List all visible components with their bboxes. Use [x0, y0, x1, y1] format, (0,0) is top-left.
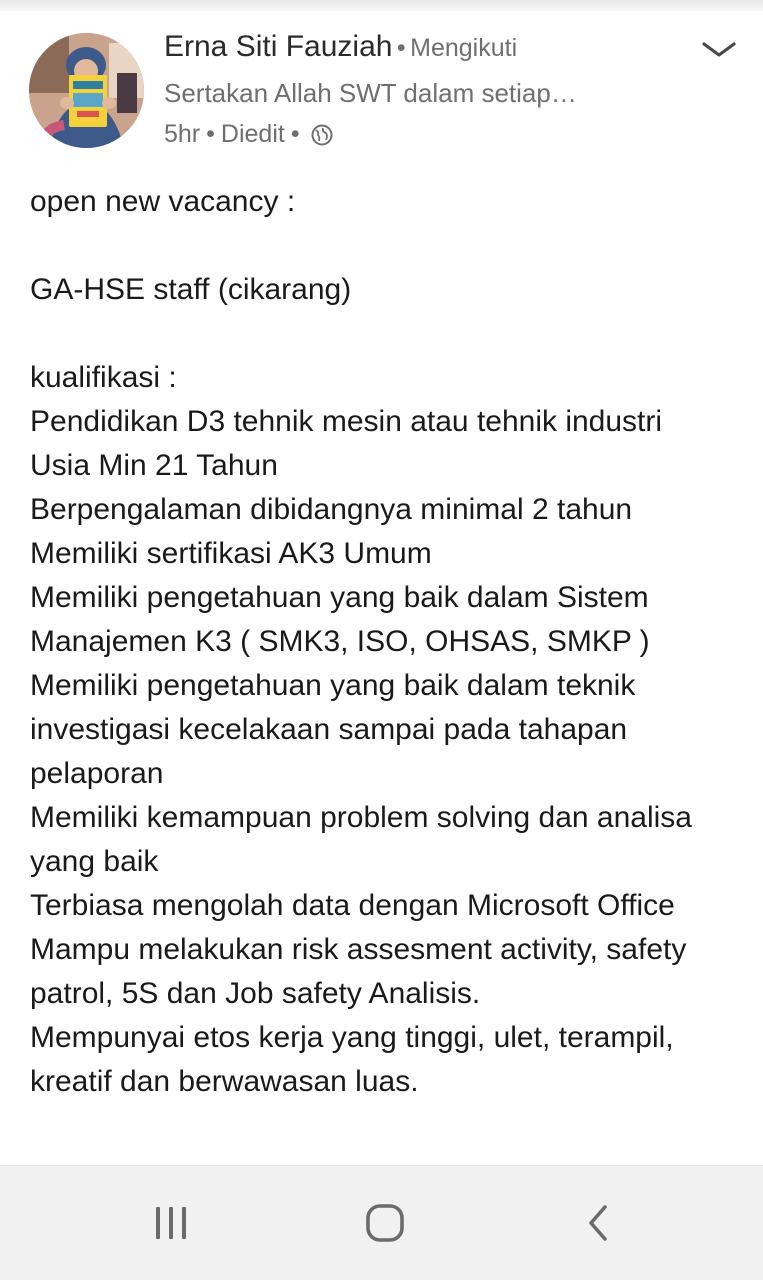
qualifications-title: kualifikasi : [30, 361, 177, 394]
separator-dot: • [206, 120, 215, 148]
separator-dot: • [396, 34, 406, 62]
paragraph-gap [30, 224, 750, 268]
qualification-item: Memiliki kemampuan problem solving dan analisa yang baik [30, 801, 692, 878]
qualification-item: Terbiasa mengolah data dengan Microsoft Office [30, 889, 675, 922]
qualification-item: Mampu melakukan risk assesment activity, safety patrol, 5S dan Job safety Analisis. [30, 933, 687, 1010]
back-icon[interactable] [574, 1198, 624, 1248]
author-headline: Sertakan Allah SWT dalam setiap… [164, 78, 577, 108]
qualification-item: Memiliki pengetahuan yang baik dalam teknik investigasi kecelakaan sampai pada tahapan pelaporan [30, 669, 636, 790]
post-body [30, 180, 750, 1104]
qualification-item: Mempunyai etos kerja yang tinggi, ulet, terampil, kreatif dan berwawasan luas. [30, 1021, 674, 1098]
post-meta [164, 117, 334, 151]
chevron-down-icon[interactable] [698, 35, 740, 65]
top-divider [0, 0, 763, 11]
qualification-item: Memiliki sertifikasi AK3 Umum [30, 537, 432, 570]
system-nav-bar [0, 1165, 763, 1280]
home-icon[interactable] [360, 1198, 410, 1248]
author-line [164, 29, 517, 70]
separator-dot: • [290, 120, 300, 148]
avatar[interactable] [29, 33, 144, 148]
qualification-item: Berpengalaman dibidangnya minimal 2 tahun [30, 493, 633, 526]
qualification-item: Pendidikan D3 tehnik mesin atau tehnik industri [30, 405, 663, 438]
qualification-item: Memiliki pengetahuan yang baik dalam Sistem Manajemen K3 ( SMK3, ISO, OHSAS, SMKP ) [30, 581, 650, 658]
edited-label: Diedit [220, 120, 285, 148]
post-intro: open new vacancy : [30, 185, 296, 218]
globe-icon [310, 122, 334, 146]
qualification-item: Usia Min 21 Tahun [30, 449, 278, 482]
post-position: GA-HSE staff (cikarang) [30, 273, 352, 306]
avatar-photo [29, 33, 144, 148]
follow-status[interactable]: Mengikuti [410, 34, 518, 62]
post-time: 5hr [164, 120, 201, 148]
post-header [0, 11, 763, 161]
paragraph-gap [30, 312, 750, 356]
author-name[interactable]: Erna Siti Fauziah [164, 30, 393, 63]
recents-icon[interactable] [146, 1198, 196, 1248]
